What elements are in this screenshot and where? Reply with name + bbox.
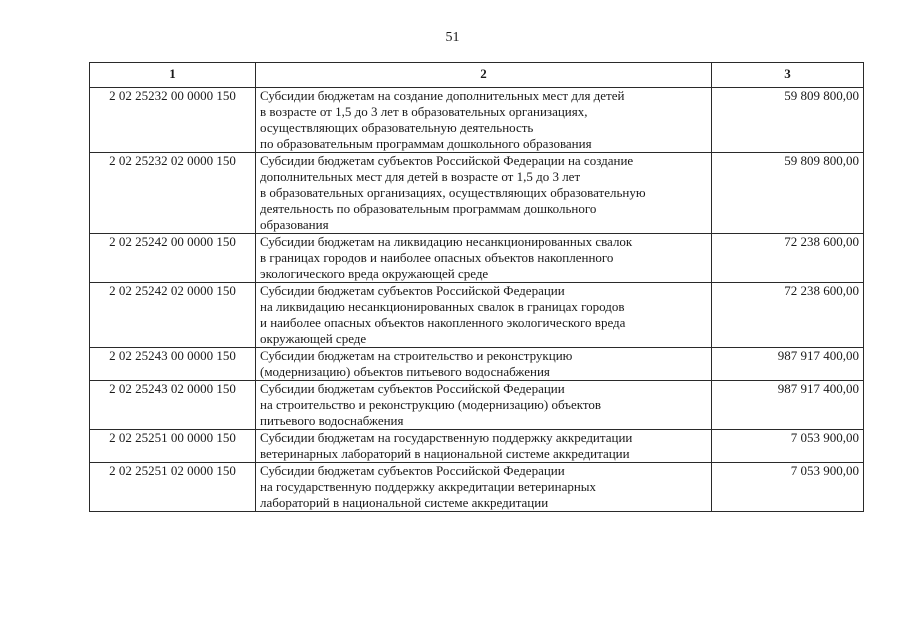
amount-cell: 72 238 600,00 bbox=[712, 234, 864, 283]
column-header-description: 2 bbox=[256, 63, 712, 88]
page-number: 51 bbox=[445, 30, 460, 45]
description-line: (модернизацию) объектов питьевого водоснабжения bbox=[260, 364, 550, 379]
description-line: на строительство и реконструкцию (модернизацию) объектов bbox=[260, 397, 602, 412]
amount-cell: 987 917 400,00 bbox=[712, 381, 864, 430]
table-row bbox=[90, 234, 864, 283]
description-line: в образовательных организациях, осуществляющих образовательную bbox=[260, 185, 646, 200]
budget-code-cell: 2 02 25251 02 0000 150 bbox=[90, 463, 256, 512]
column-header-amount: 3 bbox=[712, 63, 864, 88]
table-row bbox=[90, 463, 864, 512]
description-cell bbox=[256, 153, 712, 234]
column-header-code: 1 bbox=[90, 63, 256, 88]
description-line: Субсидии бюджетам субъектов Российской Федерации bbox=[260, 283, 565, 298]
description-line: осуществляющих образовательную деятельность bbox=[260, 120, 534, 135]
budget-code-cell: 2 02 25243 00 0000 150 bbox=[90, 348, 256, 381]
budget-code-cell: 2 02 25242 02 0000 150 bbox=[90, 283, 256, 348]
description-line: Субсидии бюджетам субъектов Российской Федерации bbox=[260, 463, 565, 478]
description-cell bbox=[256, 348, 712, 381]
description-line: ветеринарных лабораторий в национальной системе аккредитации bbox=[260, 446, 630, 461]
table-body bbox=[90, 88, 864, 512]
amount-cell: 7 053 900,00 bbox=[712, 430, 864, 463]
table-row bbox=[90, 381, 864, 430]
budget-code-cell: 2 02 25251 00 0000 150 bbox=[90, 430, 256, 463]
description-line: деятельность по образовательным программам дошкольного bbox=[260, 201, 597, 216]
table-row bbox=[90, 153, 864, 234]
description-line: в возрасте от 1,5 до 3 лет в образовательных организациях, bbox=[260, 104, 588, 119]
description-line: в границах городов и наиболее опасных объектов накопленного bbox=[260, 250, 614, 265]
amount-cell: 7 053 900,00 bbox=[712, 463, 864, 512]
description-line: питьевого водоснабжения bbox=[260, 413, 404, 428]
budget-table bbox=[89, 62, 864, 512]
description-cell bbox=[256, 283, 712, 348]
budget-code-cell: 2 02 25232 00 0000 150 bbox=[90, 88, 256, 153]
description-cell bbox=[256, 463, 712, 512]
description-cell bbox=[256, 381, 712, 430]
table-row bbox=[90, 283, 864, 348]
budget-code-cell: 2 02 25242 00 0000 150 bbox=[90, 234, 256, 283]
amount-cell: 72 238 600,00 bbox=[712, 283, 864, 348]
description-cell bbox=[256, 234, 712, 283]
description-line: образования bbox=[260, 217, 329, 232]
description-line: по образовательным программам дошкольного образования bbox=[260, 136, 592, 151]
description-line: экологического вреда окружающей среде bbox=[260, 266, 489, 281]
description-line: на ликвидацию несанкционированных свалок в границах городов bbox=[260, 299, 625, 314]
description-line: и наиболее опасных объектов накопленного экологического вреда bbox=[260, 315, 626, 330]
amount-cell: 59 809 800,00 bbox=[712, 88, 864, 153]
table-row bbox=[90, 430, 864, 463]
description-line: Субсидии бюджетам субъектов Российской Федерации bbox=[260, 381, 565, 396]
table-header-row bbox=[90, 63, 864, 88]
description-line: Субсидии бюджетам на ликвидацию несанкционированных свалок bbox=[260, 234, 633, 249]
description-cell bbox=[256, 430, 712, 463]
description-line: лабораторий в национальной системе аккредитации bbox=[260, 495, 549, 510]
amount-cell: 987 917 400,00 bbox=[712, 348, 864, 381]
table-row bbox=[90, 88, 864, 153]
table-row bbox=[90, 348, 864, 381]
description-line: дополнительных мест для детей в возрасте от 1,5 до 3 лет bbox=[260, 169, 581, 184]
description-line: Субсидии бюджетам на государственную поддержку аккредитации bbox=[260, 430, 633, 445]
amount-cell: 59 809 800,00 bbox=[712, 153, 864, 234]
description-line: Субсидии бюджетам субъектов Российской Федерации на создание bbox=[260, 153, 634, 168]
description-line: Субсидии бюджетам на строительство и реконструкцию bbox=[260, 348, 573, 363]
budget-code-cell: 2 02 25232 02 0000 150 bbox=[90, 153, 256, 234]
description-line: Субсидии бюджетам на создание дополнительных мест для детей bbox=[260, 88, 625, 103]
description-cell bbox=[256, 88, 712, 153]
description-line: окружающей среде bbox=[260, 331, 367, 346]
budget-code-cell: 2 02 25243 02 0000 150 bbox=[90, 381, 256, 430]
description-line: на государственную поддержку аккредитации ветеринарных bbox=[260, 479, 597, 494]
